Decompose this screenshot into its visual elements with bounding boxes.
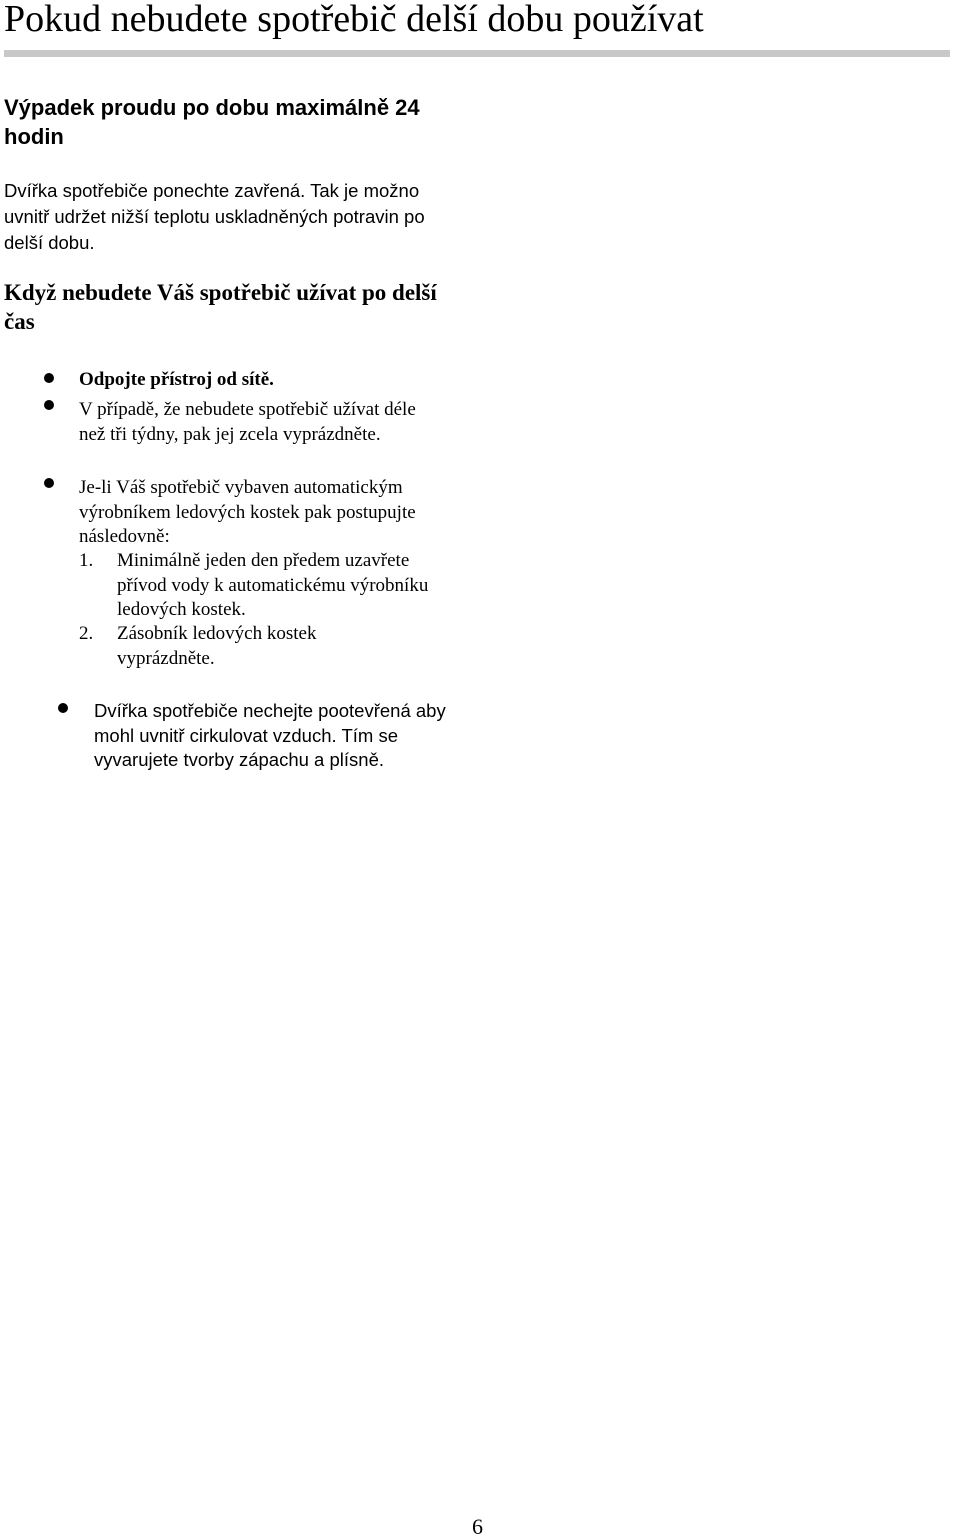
bullet-icon	[58, 703, 68, 713]
power-outage-paragraph: Dvířka spotřebiče ponechte zavřená. Tak je možno uvnitř udržet nižší teplotu uskladněných potravin po delší dobu.	[4, 180, 425, 253]
long-absence-heading: Když nebudete Váš spotřebič užívat po delší čas	[4, 280, 437, 334]
bullet-icon	[44, 400, 54, 410]
step-text: Zásobník ledových kostek vyprázdněte.	[117, 623, 317, 669]
list-item: Odpojte přístroj od sítě.	[79, 369, 274, 390]
step-text: Minimálně jeden den předem uzavřete přívod vody k automatickému výrobníku ledových kostek.	[117, 550, 429, 620]
list-item: Dvířka spotřebiče nechejte pootevřená aby mohl uvnitř cirkulovat vzduch. Tím se vyvarujete tvorby zápachu a plísně.	[94, 700, 446, 770]
list-item: V případě, že nebudete spotřebič užívat déle než tři týdny, pak jej zcela vyprázdněte.	[79, 399, 416, 445]
bullet-icon	[44, 478, 54, 488]
step-number: 2.	[79, 623, 94, 644]
power-outage-heading: Výpadek proudu po dobu maximálně 24 hodin	[4, 95, 420, 149]
bullet-icon	[44, 373, 54, 383]
page-number: 6	[472, 1514, 483, 1539]
step-number: 1.	[79, 550, 94, 571]
title-rule	[4, 50, 950, 57]
page-title: Pokud nebudete spotřebič delší dobu používat	[4, 0, 704, 40]
list-item: Je-li Váš spotřebič vybaven automatickým výrobníkem ledových kostek pak postupujte následovně:	[79, 477, 416, 547]
